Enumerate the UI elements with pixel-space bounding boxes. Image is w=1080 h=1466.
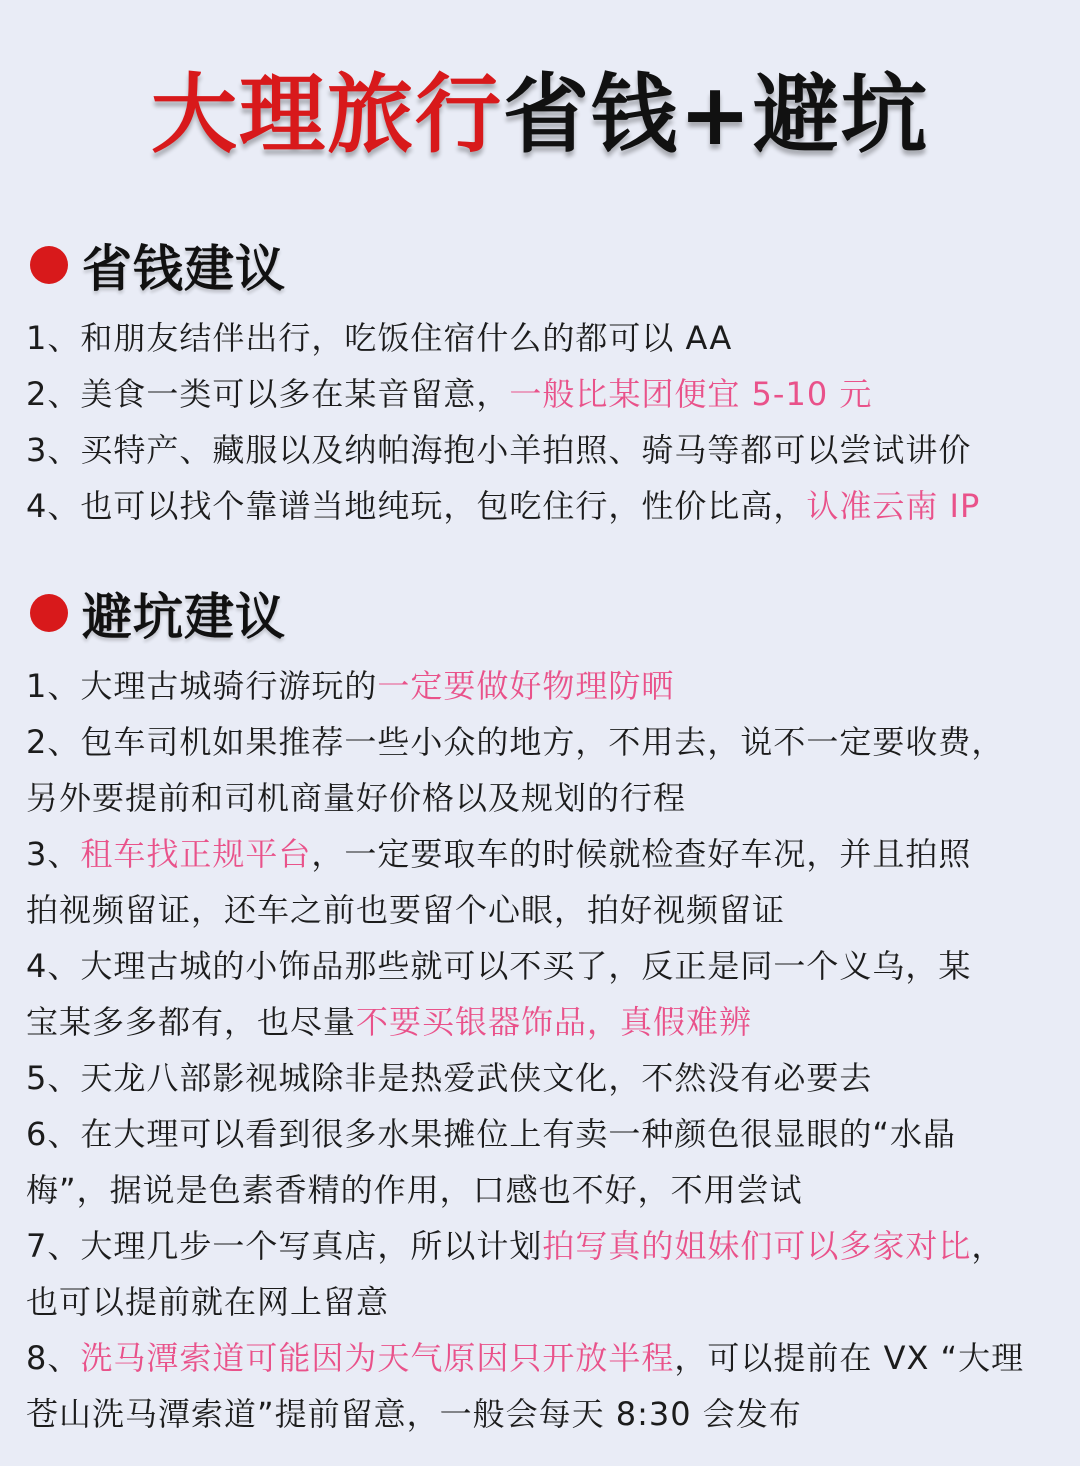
highlighted-text: 拍写真的姐妹们可以多家对比 [542,1227,972,1265]
tip-text: 7、大理几步一个写真店，所以计划 [26,1227,543,1265]
tip-line [26,478,1056,534]
bullet-dot-icon [30,246,68,284]
avoid-pitfalls-tips-list [26,658,1056,1442]
tip-line [26,770,1056,826]
highlighted-text: 认准云南 IP [806,487,981,525]
tip-text: 苍山洗马潭索道”提前留意，一般会每天 8:30 会发布 [26,1395,802,1433]
page-title [0,60,1080,170]
tip-line [26,310,1056,366]
title-black-part: 省钱+避坑 [502,65,930,165]
tip-text: 3、 [26,835,81,873]
bullet-dot-icon [30,594,68,632]
tip-line [26,658,1056,714]
title-red-part: 大理旅行 [150,65,503,165]
highlighted-text: 一般比某团便宜 5-10 元 [509,375,873,413]
section-heading-money-saving [30,230,286,300]
tip-text: 4、也可以找个靠谱当地纯玩，包吃住行，性价比高， [26,487,807,525]
tip-text: ， [971,1227,1005,1265]
tip-line [26,714,1056,770]
tip-text: 拍视频留证，还车之前也要留个心眼，拍好视频留证 [26,891,786,929]
tip-line [26,938,1056,994]
section-heading-avoid-pitfalls [30,578,286,648]
tip-text: 1、和朋友结伴出行，吃饭住宿什么的都可以 AA [26,319,733,357]
tip-text: 2、包车司机如果推荐一些小众的地方，不用去，说不一定要收费， [26,723,1005,761]
tip-line [26,1106,1056,1162]
highlighted-text: 一定要做好物理防晒 [377,667,675,705]
tip-text: ，一定要取车的时候就检查好车况，并且拍照 [311,835,972,873]
tip-line [26,1274,1056,1330]
section-title: 省钱建议 [82,240,286,298]
tip-text: 3、买特产、藏服以及纳帕海抱小羊拍照、骑马等都可以尝试讲价 [26,431,972,469]
tip-text: 6、在大理可以看到很多水果摊位上有卖一种颜色很显眼的“水晶 [26,1115,956,1153]
tip-line [26,1386,1056,1442]
tip-text: 1、大理古城骑行游玩的 [26,667,378,705]
tip-line [26,1218,1056,1274]
tip-line [26,366,1056,422]
tip-text: 也可以提前就在网上留意 [26,1283,390,1321]
tip-line [26,1162,1056,1218]
money-saving-tips-list [26,310,1056,534]
tip-text: 4、大理古城的小饰品那些就可以不买了，反正是同一个义乌，某 [26,947,972,985]
tip-text: 2、美食一类可以多在某音留意， [26,375,510,413]
tip-line [26,882,1056,938]
tip-line [26,1050,1056,1106]
tip-line [26,1330,1056,1386]
tip-line [26,422,1056,478]
tip-text: 8、 [26,1339,81,1377]
tip-line [26,994,1056,1050]
highlighted-text: 租车找正规平台 [80,835,312,873]
tip-text: 5、天龙八部影视城除非是热爱武侠文化，不然没有必要去 [26,1059,873,1097]
tip-text: 宝某多多都有，也尽量 [26,1003,357,1041]
highlighted-text: 洗马潭索道可能因为天气原因只开放半程 [80,1339,675,1377]
highlighted-text: 不要买银器饰品，真假难辨 [356,1003,753,1041]
section-title: 避坑建议 [82,588,286,646]
tip-text: 梅”，据说是色素香精的作用，口感也不好，不用尝试 [26,1171,803,1209]
tip-text: 另外要提前和司机商量好价格以及规划的行程 [26,779,687,817]
tip-line [26,826,1056,882]
tip-text: ，可以提前在 VX “大理 [674,1339,1025,1377]
